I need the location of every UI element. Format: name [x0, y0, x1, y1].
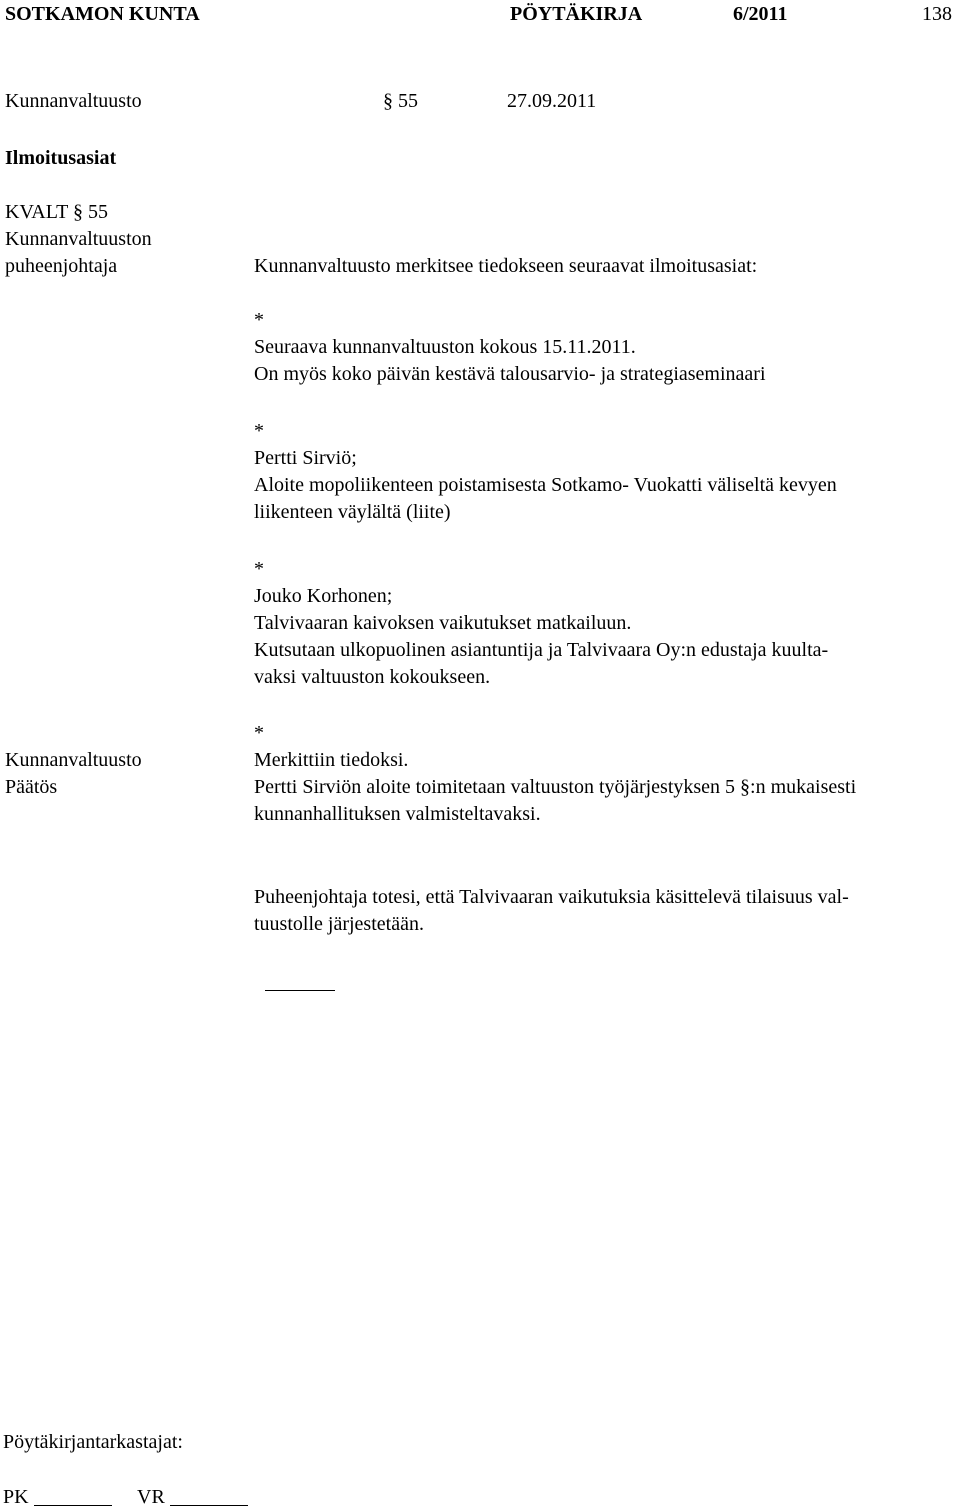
- item-line: Jouko Korhonen;: [254, 585, 393, 607]
- notice-item: [254, 556, 828, 691]
- item-line: Aloite mopoliikenteen poistamisesta Sotkamo- Vuokatti väliseltä kevyen: [254, 474, 837, 496]
- item-line: Pertti Sirviö;: [254, 447, 357, 469]
- meeting-section: § 55: [383, 90, 418, 112]
- item-bullet: *: [254, 558, 264, 580]
- left-reference: [5, 199, 152, 280]
- closing-line: Puheenjohtaja totesi, että Talvivaaran vaikutuksia käsittelevä tilaisuus val-: [254, 886, 849, 908]
- doc-type: PÖYTÄKIRJA: [510, 3, 643, 25]
- page-title: Ilmoitusasiat: [5, 147, 117, 169]
- item-line: vaksi valtuuston kokoukseen.: [254, 666, 491, 688]
- decision-line: kunnanhallituksen valmisteltavaksi.: [254, 803, 541, 825]
- item-bullet: *: [254, 420, 264, 442]
- signature-line-2: [170, 1505, 248, 1506]
- decision-label-line: Päätös: [5, 776, 58, 798]
- closing-line: tuustolle järjestetään.: [254, 913, 424, 935]
- item-line: liikenteen väylältä (liite): [254, 501, 451, 523]
- item-line: On myös koko päivän kestävä talousarvio- ja strategiaseminaari: [254, 363, 766, 385]
- decision-text: [254, 720, 856, 828]
- ref-line: puheenjohtaja: [5, 255, 118, 277]
- ref-line: KVALT § 55: [5, 201, 108, 223]
- left-decision-label: [5, 747, 142, 801]
- item-line: Seuraava kunnanvaltuuston kokous 15.11.2011.: [254, 336, 636, 358]
- item-line: Kutsutaan ulkopuolinen asiantuntija ja Talvivaara Oy:n edustaja kuulta-: [254, 639, 829, 661]
- signer-initials-2: VR: [137, 1486, 165, 1508]
- item-line: Talvivaaran kaivoksen vaikutukset matkailuun.: [254, 612, 632, 634]
- separator-line: [265, 990, 335, 991]
- intro-text: Kunnanvaltuusto merkitsee tiedokseen seuraavat ilmoitusasiat:: [254, 255, 758, 277]
- ref-line: Kunnanvaltuuston: [5, 228, 152, 250]
- decision-line: Pertti Sirviön aloite toimitetaan valtuuston työjärjestyksen 5 §:n mukaisesti: [254, 776, 857, 798]
- item-bullet: *: [254, 722, 264, 744]
- notice-item: [254, 307, 766, 388]
- doc-number: 6/2011: [733, 3, 788, 25]
- decision-label-line: Kunnanvaltuusto: [5, 749, 142, 771]
- notice-item: [254, 418, 837, 526]
- signature-line-1: [34, 1505, 112, 1506]
- meeting-body: Kunnanvaltuusto: [5, 90, 142, 112]
- meeting-date: 27.09.2011: [507, 90, 597, 112]
- footer-label: Pöytäkirjantarkastajat:: [3, 1431, 183, 1453]
- signer-initials-1: PK: [3, 1486, 29, 1508]
- closing-text: [254, 884, 849, 938]
- decision-line: Merkittiin tiedoksi.: [254, 749, 409, 771]
- org-name: SOTKAMON KUNTA: [5, 3, 200, 25]
- item-bullet: *: [254, 309, 264, 331]
- page-number: 138: [922, 3, 952, 25]
